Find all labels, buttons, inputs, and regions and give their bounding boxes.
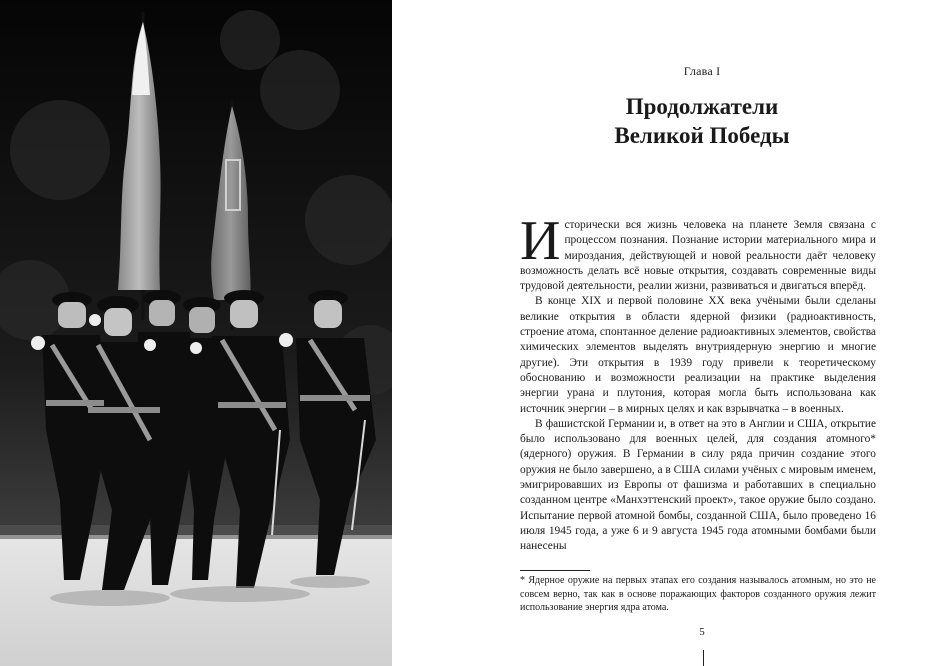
paragraph-2: В конце XIX и первой половине XX века учёными были сделаны великие открытия в области ядерной физики (радиоактивность, строение атома, спонтанное деление радиоактивных элементов, свойства химических элементов выделять внутриядерную энергию и многие другие). Эти открытия в 1939 году привели к теоретическому обоснованию и возможности реализации на практике выделения энергии урана и плутония, которая могла быть использована как источник энергии – в мирных целях и как взрывчатка – в военных. bbox=[520, 295, 876, 415]
paragraph-3: В фашистской Германии и, в ответ на это в Англии и США, открытие было использовано для военных целей, для создания атомного* (ядерного) оружия. В Германии в силу ряда причин создание этого оружия не было завершено, а в США силами учёных с мировым именем, эмигрировавших из Европы от фашизма и работавших в специально созданном центре «Манхэттенский проект», такое оружие было создано. Испытание первой атомной бомбы, созданной США, было проведено 16 июля 1945 года, а уже 6 и 9 августа 1945 года атомными бомбами были нанесены bbox=[520, 417, 876, 553]
chapter-title-line1: Продолжатели bbox=[625, 94, 779, 119]
paragraph-1 bbox=[520, 210, 876, 294]
crop-mark bbox=[703, 650, 704, 666]
body-text bbox=[520, 210, 876, 555]
text-page bbox=[392, 0, 935, 666]
drop-cap: И bbox=[520, 210, 561, 272]
honor-guard-photo bbox=[0, 0, 392, 666]
chapter-title bbox=[392, 92, 935, 150]
chapter-title-line2: Великой Победы bbox=[614, 123, 790, 148]
paragraph-1-text: сторически вся жизнь человека на планете Земля связана с процессом познания. Познание истории материального мира и мироздания, действующей и новой реальности даёт человеку возможность делать всё новые открытия, создавать современные виды трудовой деятельности, реалии жизни, развиваться и двигаться вперёд. bbox=[520, 219, 876, 293]
chapter-label: Глава I bbox=[683, 64, 721, 78]
footnote: * Ядерное оружие на первых этапах его создания называлось атомным, но это не совсем верно, так как в основе поражающих факторов созданного оружия лежит использование энергия ядра атома. bbox=[520, 575, 876, 614]
page-number: 5 bbox=[699, 626, 705, 638]
footnote-divider bbox=[520, 570, 590, 571]
photo-illustration bbox=[0, 0, 392, 666]
